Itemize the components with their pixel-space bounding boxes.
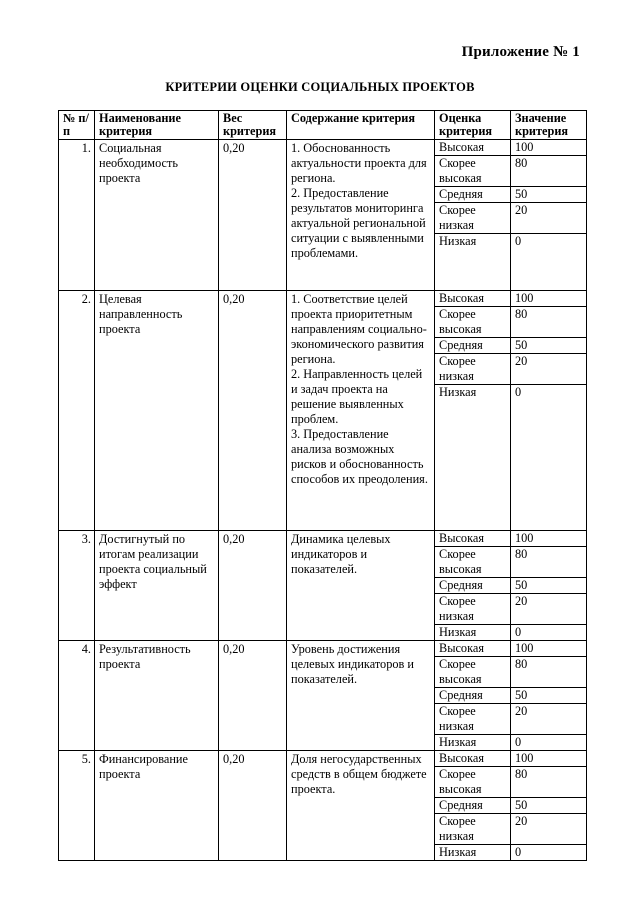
row-content: Доля негосударственных средств в общем бюджете проекта. — [287, 751, 435, 861]
rating-cell: Низкая — [439, 385, 477, 399]
value-cell: 20 — [511, 203, 586, 234]
row-ratings — [435, 291, 511, 531]
row-weight: 0,20 — [219, 641, 287, 751]
rating-cell: Высокая — [435, 641, 510, 657]
rating-cell: Скорее высокая — [435, 156, 510, 187]
rating-cell: Средняя — [435, 688, 510, 704]
header-content: Содержание критерия — [287, 111, 435, 140]
table-row — [59, 751, 587, 861]
header-rating: Оценка критерия — [435, 111, 511, 140]
criteria-table — [58, 110, 587, 861]
rating-cell: Скорее высокая — [435, 547, 510, 578]
value-cell: 80 — [511, 767, 586, 798]
document-title: КРИТЕРИИ ОЦЕНКИ СОЦИАЛЬНЫХ ПРОЕКТОВ — [165, 80, 475, 94]
row-weight: 0,20 — [219, 751, 287, 861]
value-cell: 20 — [511, 704, 586, 735]
rating-cell: Высокая — [435, 531, 510, 547]
rating-cell: Средняя — [435, 578, 510, 594]
appendix-label: Приложение № 1 — [461, 44, 580, 60]
row-name: Результативность проекта — [95, 641, 219, 751]
value-cell: 0 — [515, 625, 522, 639]
rating-cell: Скорее низкая — [435, 704, 510, 735]
row-content: 1. Обоснованность актуальности проекта для региона. 2. Предоставление результатов мониторинга актуальной региональной ситуации с выявленными проблемами. — [287, 140, 435, 291]
rating-cell: Низкая — [439, 845, 477, 859]
value-cell: 100 — [511, 641, 586, 657]
row-values — [511, 140, 587, 291]
rating-cell: Высокая — [435, 751, 510, 767]
row-ratings — [435, 531, 511, 641]
row-weight: 0,20 — [219, 140, 287, 291]
value-cell: 0 — [515, 234, 522, 248]
value-cell: 0 — [515, 735, 522, 749]
table-row — [59, 291, 587, 531]
row-content: Динамика целевых индикаторов и показателей. — [287, 531, 435, 641]
row-weight: 0,20 — [219, 531, 287, 641]
rating-cell: Скорее высокая — [435, 767, 510, 798]
row-ratings — [435, 751, 511, 861]
row-name: Финансирование проекта — [95, 751, 219, 861]
rating-cell: Высокая — [435, 140, 510, 156]
header-num: № п/п — [59, 111, 95, 140]
row-name: Целевая направленность проекта — [95, 291, 219, 531]
row-values — [511, 751, 587, 861]
value-cell: 50 — [511, 578, 586, 594]
rating-cell: Низкая — [439, 735, 477, 749]
table-row — [59, 531, 587, 641]
value-cell: 20 — [511, 354, 586, 385]
header-name: Наименование критерия — [95, 111, 219, 140]
rating-cell: Скорее низкая — [435, 814, 510, 845]
value-cell: 100 — [511, 751, 586, 767]
rating-cell: Средняя — [435, 798, 510, 814]
value-cell: 50 — [511, 187, 586, 203]
header-value: Значение критерия — [511, 111, 587, 140]
value-cell: 80 — [511, 307, 586, 338]
row-content: Уровень достижения целевых индикаторов и показателей. — [287, 641, 435, 751]
rating-cell: Средняя — [435, 187, 510, 203]
value-cell: 80 — [511, 547, 586, 578]
table-row — [59, 641, 587, 751]
row-values — [511, 531, 587, 641]
rating-cell: Скорее низкая — [435, 203, 510, 234]
header-weight: Вес критерия — [219, 111, 287, 140]
value-cell: 50 — [511, 338, 586, 354]
rating-cell: Средняя — [435, 338, 510, 354]
value-cell: 100 — [511, 291, 586, 307]
row-num: 3. — [59, 531, 95, 641]
value-cell: 50 — [511, 688, 586, 704]
value-cell: 100 — [511, 140, 586, 156]
rating-cell: Скорее низкая — [435, 594, 510, 625]
rating-cell: Низкая — [439, 625, 477, 639]
row-ratings — [435, 140, 511, 291]
row-values — [511, 291, 587, 531]
row-num: 4. — [59, 641, 95, 751]
value-cell: 20 — [511, 594, 586, 625]
row-name: Социальная необходимость проекта — [95, 140, 219, 291]
row-values — [511, 641, 587, 751]
value-cell: 0 — [515, 845, 522, 859]
value-cell: 80 — [511, 156, 586, 187]
row-name: Достигнутый по итогам реализации проекта социальный эффект — [95, 531, 219, 641]
rating-cell: Низкая — [439, 234, 477, 248]
rating-cell: Скорее высокая — [435, 307, 510, 338]
table-row — [59, 140, 587, 291]
value-cell: 80 — [511, 657, 586, 688]
value-cell: 50 — [511, 798, 586, 814]
value-cell: 0 — [515, 385, 522, 399]
value-cell: 100 — [511, 531, 586, 547]
row-num: 5. — [59, 751, 95, 861]
row-ratings — [435, 641, 511, 751]
rating-cell: Скорее высокая — [435, 657, 510, 688]
row-content: 1. Соответствие целей проекта приоритетным направлениям социально-экономического развития региона. 2. Направленность целей и задач проекта на решение выявленных проблем. 3. Предоставление анализа возможных рисков и обоснованность способов их преодоления. — [287, 291, 435, 531]
table-header-row — [59, 111, 587, 140]
row-num: 1. — [59, 140, 95, 291]
rating-cell: Высокая — [435, 291, 510, 307]
value-cell: 20 — [511, 814, 586, 845]
rating-cell: Скорее низкая — [435, 354, 510, 385]
row-num: 2. — [59, 291, 95, 531]
row-weight: 0,20 — [219, 291, 287, 531]
